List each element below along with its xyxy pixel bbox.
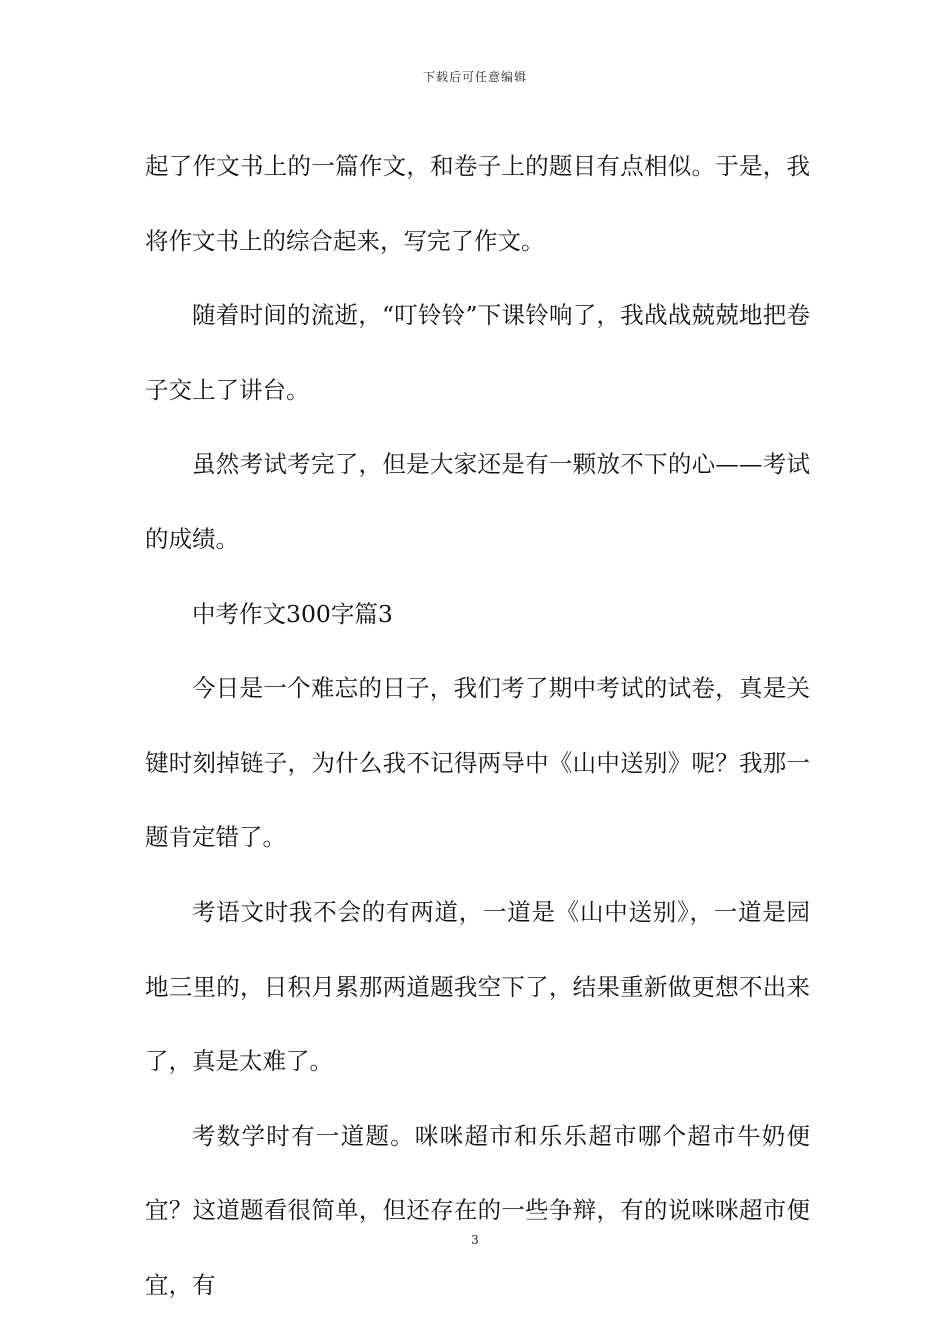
paragraph-1: 起了作文书上的一篇作文，和卷子上的题目有点相似。于是，我将作文书上的综合起来，写完了作文。: [145, 152, 810, 255]
page-number: 3: [471, 1233, 479, 1247]
document-body: [145, 129, 810, 1323]
paragraph-3: 虽然考试考完了，但是大家还是有一颗放不下的心——考试的成绩。: [145, 450, 810, 553]
paragraph-2: 随着时间的流逝，“叮铃铃”下课铃响了，我战战兢兢地把卷子交上了讲台。: [145, 301, 810, 404]
paragraph-7: 考数学时有一道题。咪咪超市和乐乐超市哪个超市牛奶便宜？这道题看很简单，但还存在的一些争辩，有的说咪咪超市便宜，有: [145, 1121, 810, 1299]
page-header: 下载后可任意编辑: [422, 70, 527, 84]
section-heading: 中考作文300字篇3: [192, 599, 393, 628]
paragraph-6: 考语文时我不会的有两道，一道是《山中送别》，一道是园地三里的，日积月累那两道题我空下了，结果重新做更想不出来了，真是太难了。: [145, 897, 810, 1076]
paragraph-5: 今日是一个难忘的日子，我们考了期中考试的试卷，真是关键时刻掉链子，为什么我不记得两导中《山中送别》呢？我那一题肯定错了。: [145, 674, 810, 852]
